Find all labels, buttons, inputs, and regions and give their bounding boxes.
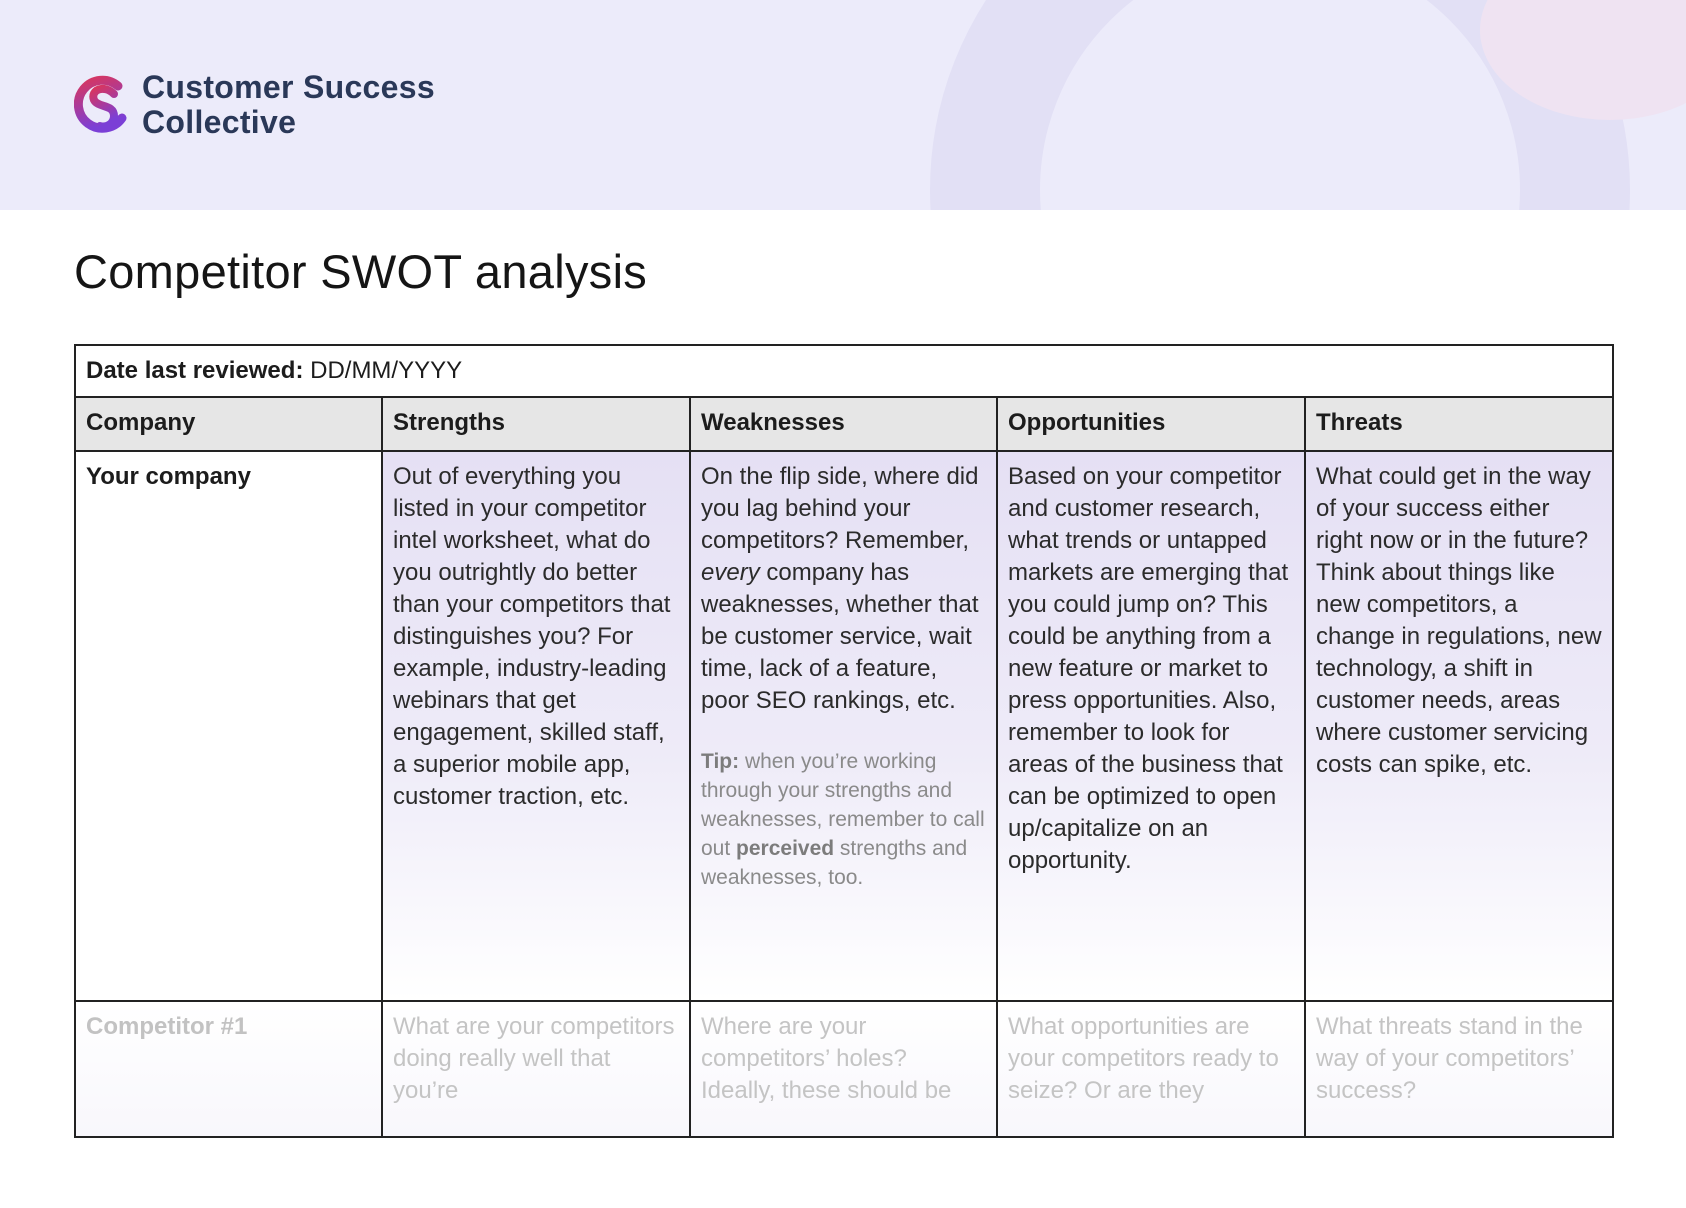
date-row: [75, 345, 1613, 397]
page-title: Competitor SWOT analysis: [74, 245, 648, 298]
date-label: Date last reviewed:: [86, 357, 304, 384]
logo-line-2: Collective: [142, 104, 297, 140]
logo-text: [142, 70, 435, 140]
weaknesses-cell[interactable]: [690, 451, 997, 1001]
threats-cell[interactable]: [1305, 451, 1613, 1001]
col-header-strengths: Strengths: [382, 397, 690, 451]
strengths-cell[interactable]: [382, 451, 690, 1001]
strengths-text: What are your competitors doing really well that you’re: [393, 1013, 675, 1104]
strengths-text: Out of everything you listed in your competitor intel worksheet, what do you outrightly do better than your competitors that distinguishes you? For example, industry-leading webinars that get engagement, skilled staff, a superior mobile app, customer traction, etc.: [393, 463, 671, 810]
company-cell[interactable]: Your company: [75, 451, 382, 1001]
weaknesses-text-emphasis: every: [701, 559, 760, 586]
threats-cell[interactable]: [1305, 1001, 1613, 1137]
threats-text: What threats stand in the way of your competitors’ success?: [1316, 1013, 1583, 1104]
date-last-reviewed-cell[interactable]: [75, 345, 1613, 397]
tip-text-bold: perceived: [736, 837, 835, 860]
tip-label: Tip:: [701, 750, 740, 773]
company-cell[interactable]: Competitor #1: [75, 1001, 382, 1137]
weaknesses-cell[interactable]: [690, 1001, 997, 1137]
table-row-competitor-1: [75, 1001, 1613, 1137]
tip-text-post: strengths and weaknesses, too.: [701, 837, 968, 889]
opportunities-cell[interactable]: [997, 1001, 1305, 1137]
header-banner: [0, 0, 1686, 210]
weaknesses-text-pre: On the flip side, where did you lag behind your competitors? Remember,: [701, 463, 979, 554]
strengths-cell[interactable]: [382, 1001, 690, 1137]
logo-line-1: Customer Success: [142, 69, 435, 105]
threats-text: What could get in the way of your success either right now or in the future? Think about things like new competitors, a change in regulations, new technology, a shift in customer needs, areas where customer servicing costs can spike, etc.: [1316, 463, 1602, 778]
swot-table: [74, 344, 1614, 1138]
col-header-company: Company: [75, 397, 382, 451]
col-header-weaknesses: Weaknesses: [690, 397, 997, 451]
opportunities-cell[interactable]: [997, 451, 1305, 1001]
logo: [74, 70, 435, 140]
date-value[interactable]: DD/MM/YYYY: [310, 357, 463, 384]
table-row-your-company: [75, 451, 1613, 1001]
tip-text-pre: when you’re working through your strengths and weaknesses, remember to call out: [701, 750, 985, 860]
col-header-threats: Threats: [1305, 397, 1613, 451]
opportunities-text: What opportunities are your competitors ready to seize? Or are they: [1008, 1013, 1279, 1104]
weaknesses-text: Where are your competitors’ holes? Ideally, these should be: [701, 1013, 952, 1104]
column-header-row: [75, 397, 1613, 451]
opportunities-text: Based on your competitor and customer research, what trends or untapped markets are emerging that you could jump on? This could be anything from a new feature or market to press opportunities. Also, remember to look for areas of the business that can be optimized to open up/capitalize on an opportunity.: [1008, 463, 1289, 874]
tip-note: [701, 747, 986, 892]
weaknesses-text: [701, 461, 986, 717]
weaknesses-text-post: company has weaknesses, whether that be customer service, wait time, lack of a feature, poor SEO rankings, etc.: [701, 559, 979, 714]
cs-logo-icon: [74, 74, 130, 136]
col-header-opportunities: Opportunities: [997, 397, 1305, 451]
